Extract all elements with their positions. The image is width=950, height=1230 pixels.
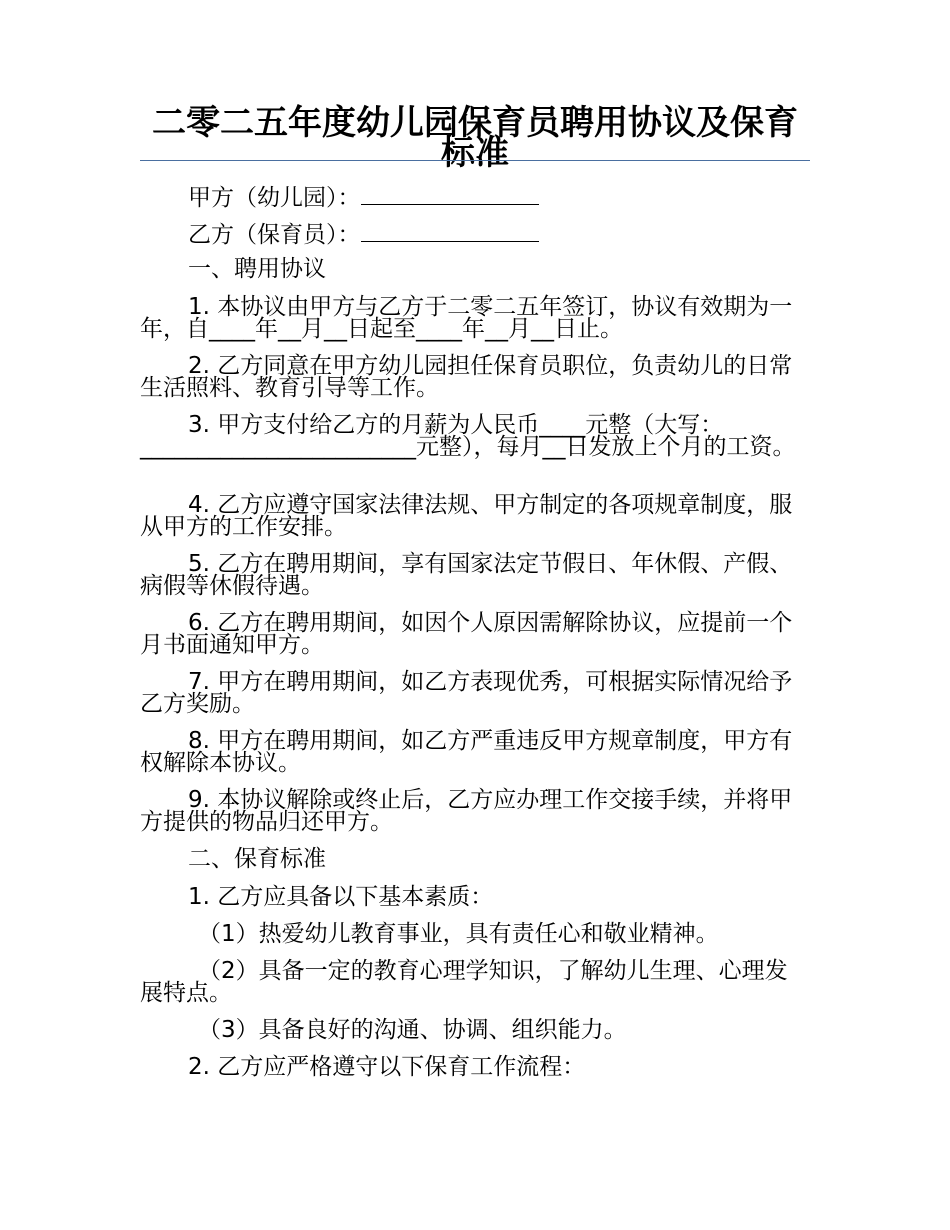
party-a-label: 甲方（幼儿园）： [188,185,361,211]
clause-5: 5. 乙方在聘用期间，享有国家法定节假日、年休假、产假、病假等休假待遇。 [140,551,793,599]
party-a-blank [361,184,539,205]
clause-2: 2. 乙方同意在甲方幼儿园担任保育员职位，负责幼儿的日常生活照料、教育引导等工作。 [140,353,793,401]
section-heading: 二、保育标准 [188,846,326,872]
clause-6: 6. 乙方在聘用期间，如因个人原因需解除协议，应提前一个月书面通知甲方。 [140,610,793,658]
document-title: 二零二五年度幼儿园保育员聘用协议及保育标准 [152,103,798,173]
clause-4: 4. 乙方应遵守国家法律法规、甲方制定的各项规章制度，服从甲方的工作安排。 [140,492,793,540]
standard-1-item-2: （2）具备一定的教育心理学知识，了解幼儿生理、心理发展特点。 [140,958,788,1006]
party-b-label: 乙方（保育员）： [188,222,361,248]
clause-1: 1. 本协议由甲方与乙方于二零二五年签订，协议有效期为一年，自____年__月__日起至____年__月__日止。 [140,294,793,342]
standard-1-item-1: （1）热爱幼儿教育事业，具有责任心和敬业精神。 [198,921,719,947]
party-a-line [140,184,810,209]
clause-3: 3. 甲方支付给乙方的月薪为人民币____元整（大写：________________________元整），每月__日发放上个月的工资。 [140,412,796,460]
clause-7: 7. 甲方在聘用期间，如乙方表现优秀，可根据实际情况给予乙方奖励。 [140,669,793,717]
standard-1: 1. 乙方应具备以下基本素质： [188,884,494,910]
standard-1-item-3: （3）具备良好的沟通、协调、组织能力。 [198,1017,627,1043]
party-b-blank [361,221,539,242]
clause-9: 9. 本协议解除或终止后，乙方应办理工作交接手续，并将甲方提供的物品归还甲方。 [140,787,793,835]
title-underline [140,160,810,161]
standard-2: 2. 乙方应严格遵守以下保育工作流程： [188,1054,586,1080]
section-heading: 一、聘用协议 [188,256,326,282]
clause-8: 8. 甲方在聘用期间，如乙方严重违反甲方规章制度，甲方有权解除本协议。 [140,728,793,776]
party-b-line [140,221,810,246]
